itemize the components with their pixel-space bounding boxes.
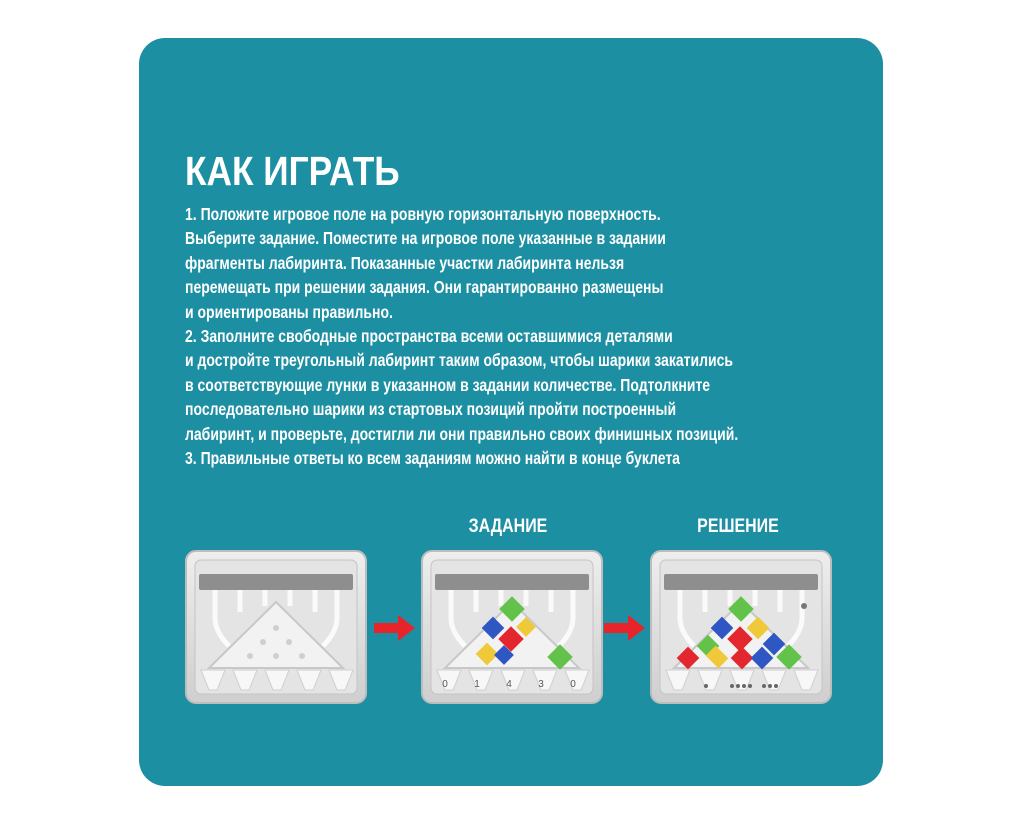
instruction-line: 2. Заполните свободные пространства всеми оставшимися деталями	[185, 326, 673, 347]
instruction-line: 3. Правильные ответы ко всем заданиям можно найти в конце буклета	[185, 448, 680, 469]
solution-board-illustration	[650, 550, 832, 704]
instruction-line: последовательно шарики из стартовых позиций пройти построенный	[185, 399, 677, 420]
task-count: 0	[570, 679, 576, 690]
task-count: 0	[442, 679, 448, 690]
page-title: КАК ИГРАТЬ	[185, 148, 400, 194]
instruction-line: и достройте треугольный лабиринт таким образом, чтобы шарики закатились	[185, 350, 733, 371]
task-count: 3	[538, 679, 544, 690]
instruction-line: в соответствующие лунки в указанном в задании количестве. Подтолкните	[185, 374, 711, 395]
task-label: ЗАДАНИЕ	[468, 516, 548, 537]
solution-label: РЕШЕНИЕ	[697, 516, 779, 537]
instructions-text	[185, 202, 825, 470]
task-board-illustration	[421, 550, 603, 704]
instruction-line: фрагменты лабиринта. Показанные участки лабиринта нельзя	[185, 252, 625, 273]
instruction-line: перемещать при решении задания. Они гарантированно размещены	[185, 277, 664, 298]
instruction-line: Выберите задание. Поместите на игровое поле указанные в задании	[185, 228, 666, 249]
instruction-line: и ориентированы правильно.	[185, 301, 393, 322]
arrow-right-icon	[374, 614, 416, 642]
task-count: 4	[506, 679, 512, 690]
arrow-right-icon	[604, 614, 646, 642]
instruction-line: лабиринт, и проверьте, достигли ли они правильно своих финишных позиций.	[185, 423, 739, 444]
instruction-line: 1. Положите игровое поле на ровную горизонтальную поверхность.	[185, 204, 661, 224]
empty-board-illustration	[185, 550, 367, 704]
task-count: 1	[474, 679, 480, 690]
